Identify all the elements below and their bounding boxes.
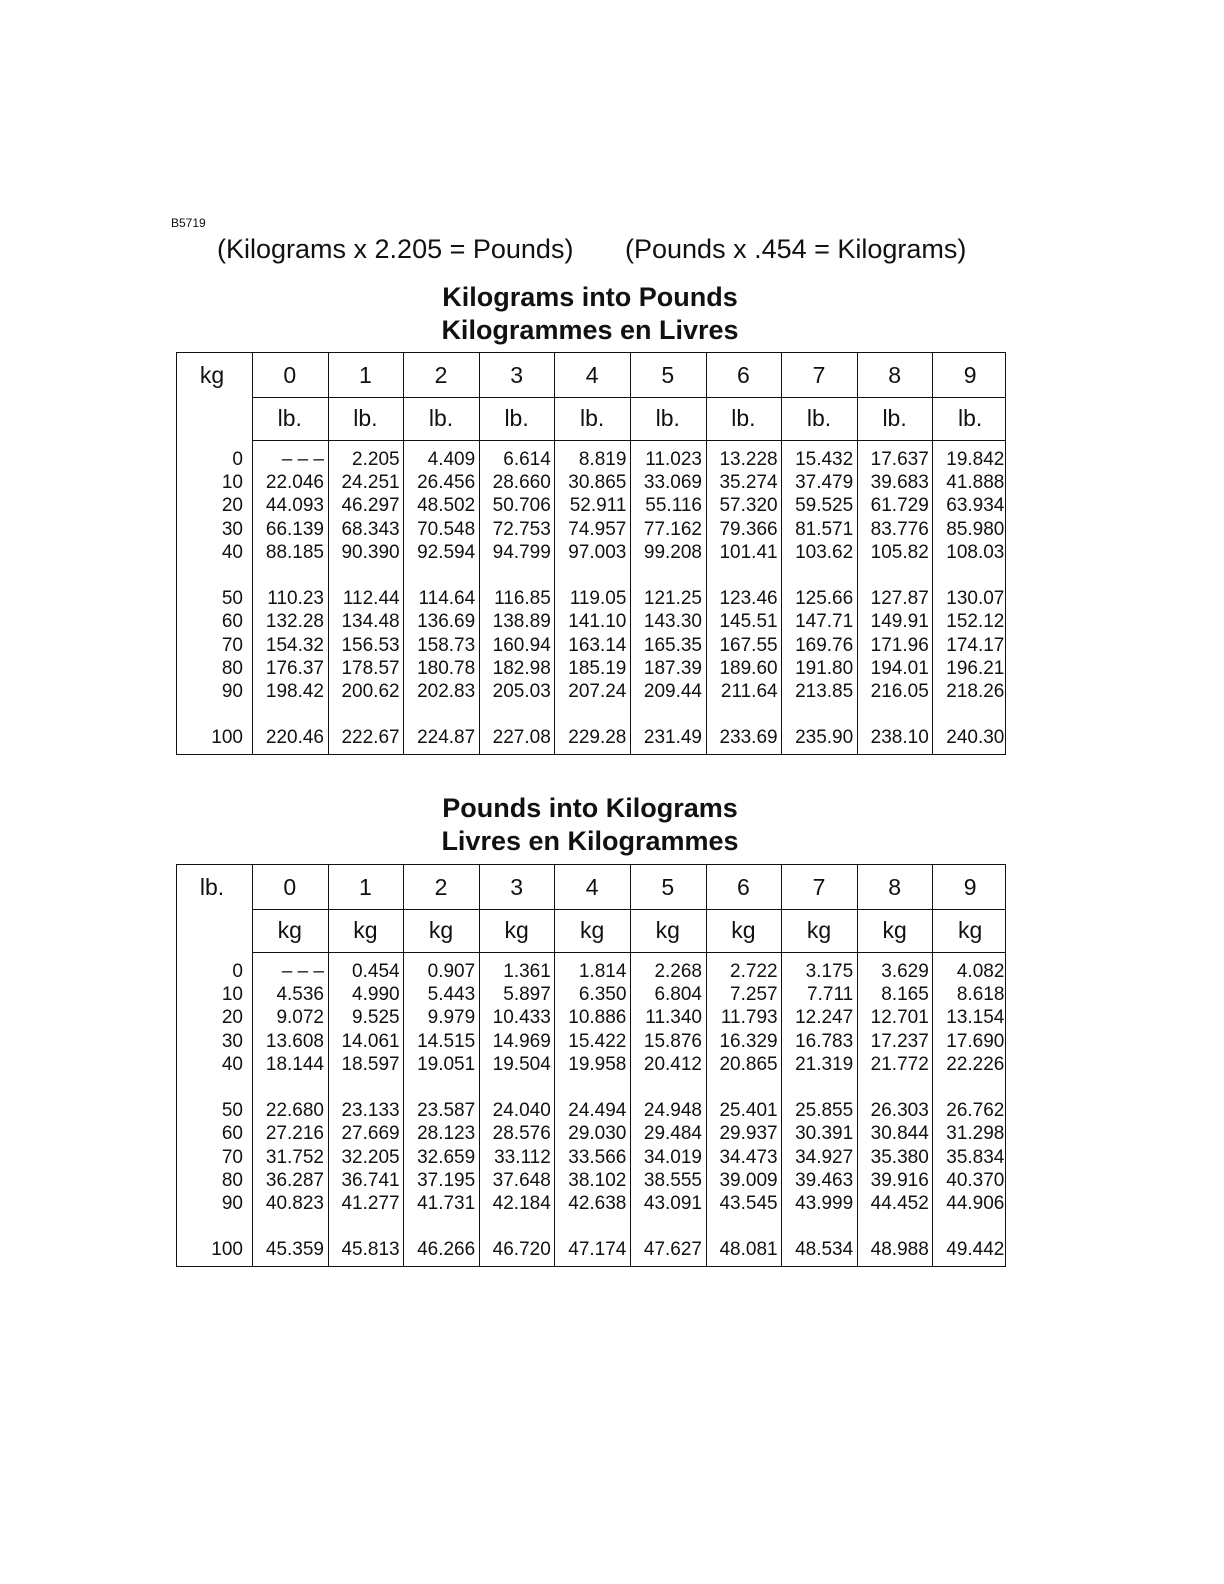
table-cell: 11.023 — [645, 449, 702, 470]
table-cell: 5.443 — [427, 984, 476, 1006]
table-cell: 72.753 — [492, 518, 551, 540]
table-cell: 77.162 — [643, 518, 702, 540]
table-cell: 114.64 — [418, 588, 476, 610]
table-cell: 34.019 — [643, 1146, 702, 1168]
kg-to-lb-title-fr: Kilogrammes en Livres — [441, 315, 739, 345]
table-cell: 94.799 — [492, 541, 551, 563]
table-cell: 70.548 — [417, 518, 476, 540]
table-cell: 43.091 — [643, 1193, 702, 1214]
row-label: 0 — [232, 961, 243, 982]
table-cell: 25.855 — [795, 1100, 854, 1122]
table-cell: 24.040 — [492, 1100, 551, 1122]
table-cell: 79.366 — [719, 518, 778, 540]
table-cell: 48.988 — [870, 1239, 929, 1261]
table-cell: 101.41 — [719, 541, 778, 563]
table-cell: 25.401 — [719, 1100, 778, 1122]
column-unit: kg — [580, 917, 605, 943]
table-cell: 4.082 — [956, 961, 1005, 982]
table-cell: 182.98 — [492, 657, 551, 679]
lb-to-kg-title — [0, 792, 1180, 858]
formula-lb-to-kg: (Pounds x .454 = Kilograms) — [625, 234, 967, 264]
column-digit: 3 — [510, 874, 523, 900]
table-cell: 74.957 — [568, 518, 627, 540]
table-cell: 134.48 — [341, 611, 400, 633]
lb-to-kg-table — [176, 864, 1006, 1267]
table-cell: 4.536 — [276, 984, 324, 1006]
table-cell: 46.720 — [492, 1239, 551, 1261]
column-unit: lb. — [353, 405, 378, 431]
column-digit: 0 — [283, 362, 297, 388]
column-digit: 2 — [434, 874, 448, 900]
column-unit: lb. — [655, 405, 680, 431]
table-cell: 61.729 — [870, 495, 929, 517]
table-cell: 22.046 — [265, 472, 324, 494]
table-cell: 45.813 — [341, 1239, 400, 1261]
column-unit: kg — [504, 917, 529, 943]
table-cell: 22.226 — [946, 1053, 1005, 1075]
table-cell: 19.504 — [492, 1053, 551, 1075]
table-cell: 27.669 — [341, 1123, 400, 1145]
column-unit: kg — [655, 917, 680, 943]
table-cell: 43.999 — [795, 1193, 854, 1214]
table-cell: 211.64 — [720, 681, 778, 702]
table-cell: 38.555 — [643, 1169, 702, 1191]
kg-to-lb-title — [0, 281, 1180, 347]
table-cell: 8.618 — [956, 984, 1005, 1006]
table-cell: 222.67 — [341, 727, 400, 749]
table-cell: 52.911 — [569, 495, 627, 517]
table-cell: 235.90 — [795, 727, 854, 749]
table-cell: 37.195 — [417, 1169, 476, 1191]
table-cell: 41.277 — [341, 1193, 400, 1214]
column-digit: 1 — [358, 874, 372, 900]
table-cell: 40.370 — [946, 1169, 1005, 1191]
table-cell: 233.69 — [719, 727, 778, 749]
table-cell: 83.776 — [870, 518, 929, 540]
table-cell: 158.73 — [417, 634, 476, 656]
table-cell: 41.731 — [417, 1193, 476, 1214]
table-cell: 66.139 — [265, 518, 324, 540]
table-cell: 19.958 — [568, 1053, 627, 1075]
column-unit: lb. — [731, 405, 756, 431]
row-label: 60 — [221, 1123, 243, 1145]
table-cell: 44.906 — [946, 1193, 1005, 1214]
table-cell: 68.343 — [341, 518, 400, 540]
kg-to-lb-title-en: Kilograms into Pounds — [442, 282, 738, 312]
table-cell: 47.174 — [568, 1239, 627, 1261]
table-cell: 81.571 — [795, 518, 854, 540]
table-cell: 42.184 — [492, 1193, 551, 1214]
table-cell: 39.683 — [870, 472, 929, 494]
table-cell: 32.205 — [341, 1146, 400, 1168]
column-digit: 4 — [585, 362, 599, 388]
table-cell: 189.60 — [719, 657, 778, 679]
row-label: 60 — [221, 611, 243, 633]
table-cell: 180.78 — [417, 657, 476, 679]
table-cell: 0.454 — [352, 961, 400, 982]
row-label: 90 — [221, 681, 243, 702]
table-cell: 20.865 — [719, 1053, 778, 1075]
table-cell: 10.886 — [568, 1007, 627, 1029]
column-unit: kg — [277, 917, 302, 943]
table-cell: 44.093 — [265, 495, 324, 517]
table-cell: 9.525 — [352, 1007, 400, 1029]
unit-divider — [252, 952, 1005, 953]
column-digit: 8 — [888, 362, 901, 388]
table-cell: 3.175 — [805, 961, 854, 982]
column-digit: 5 — [661, 362, 675, 388]
table-cell: 176.37 — [265, 657, 324, 679]
corner-label: kg — [199, 362, 225, 388]
table-cell: 163.14 — [568, 634, 627, 656]
table-cell: 30.391 — [795, 1123, 854, 1145]
row-label: 90 — [221, 1193, 243, 1214]
column-unit: kg — [958, 917, 983, 943]
table-cell: 8.819 — [578, 449, 627, 470]
table-cell: 229.28 — [568, 727, 627, 749]
unit-divider — [252, 440, 1005, 441]
table-cell: 97.003 — [568, 541, 627, 563]
row-label: 10 — [221, 472, 243, 494]
table-cell: 227.08 — [492, 727, 551, 749]
table-cell: 46.266 — [417, 1239, 476, 1261]
table-cell: 31.298 — [946, 1123, 1005, 1145]
table-cell: 13.608 — [265, 1030, 324, 1052]
table-cell: 136.69 — [417, 611, 476, 633]
table-cell: 3.629 — [881, 961, 929, 982]
table-cell: 13.228 — [719, 449, 778, 470]
row-label: 80 — [221, 1169, 243, 1191]
table-cell: 47.627 — [643, 1239, 702, 1261]
table-cell: 17.690 — [946, 1030, 1005, 1052]
table-cell: 18.597 — [341, 1053, 400, 1075]
row-label: 10 — [221, 984, 243, 1006]
table-cell: 231.49 — [643, 727, 702, 749]
table-cell: 130.07 — [946, 588, 1005, 610]
document-code: B5719 — [171, 216, 206, 230]
table-cell: 41.888 — [946, 472, 1005, 494]
column-digit: 0 — [283, 874, 297, 900]
table-cell: 10.433 — [492, 1007, 551, 1029]
table-cell: 2.205 — [352, 449, 400, 470]
column-digit: 7 — [812, 874, 826, 900]
table-cell: 121.25 — [643, 588, 702, 610]
table-cell: 185.19 — [568, 657, 627, 679]
table-cell: 171.96 — [870, 634, 929, 656]
table-cell: 169.76 — [795, 634, 854, 656]
table-cell: 5.897 — [503, 984, 551, 1006]
table-cell: 14.061 — [341, 1030, 400, 1052]
row-label: 70 — [221, 634, 243, 656]
table-cell: 138.89 — [492, 611, 551, 633]
table-cell: 209.44 — [643, 681, 702, 702]
table-cell: 15.432 — [795, 449, 854, 470]
table-cell: 198.42 — [265, 681, 324, 702]
table-cell: 103.62 — [795, 541, 854, 563]
table-cell: 108.03 — [946, 541, 1005, 563]
table-cell: 36.287 — [265, 1169, 324, 1191]
column-digit: 8 — [888, 874, 901, 900]
table-cell: 105.82 — [870, 541, 929, 563]
table-cell: 29.484 — [643, 1123, 702, 1145]
table-cell: 16.783 — [795, 1030, 854, 1052]
table-cell: 1.814 — [578, 961, 627, 982]
table-cell: 12.247 — [795, 1007, 854, 1029]
table-cell: 12.701 — [870, 1007, 929, 1029]
table-cell: 23.133 — [341, 1100, 400, 1122]
table-cell: 110.23 — [267, 588, 324, 610]
table-cell: 38.102 — [568, 1169, 627, 1191]
column-digit: 6 — [736, 874, 750, 900]
table-cell: 35.274 — [719, 472, 778, 494]
table-cell: 33.112 — [494, 1146, 551, 1168]
column-digit: 6 — [736, 362, 750, 388]
table-cell: 4.990 — [352, 984, 400, 1006]
table-cell: 59.525 — [795, 495, 854, 517]
table-cell: 207.24 — [568, 681, 627, 702]
table-cell: 48.502 — [417, 495, 476, 517]
table-cell: 26.303 — [870, 1100, 929, 1122]
row-label: 80 — [221, 657, 243, 679]
column-digit: 7 — [812, 362, 826, 388]
column-unit: kg — [353, 917, 378, 943]
column-unit: lb. — [806, 405, 832, 431]
table-cell: 13.154 — [946, 1007, 1005, 1029]
table-cell: 16.329 — [719, 1030, 778, 1052]
table-cell: 36.741 — [341, 1169, 400, 1191]
table-cell: 30.865 — [568, 472, 627, 494]
table-cell: 216.05 — [870, 681, 929, 702]
column-unit: lb. — [504, 405, 529, 431]
table-cell: 46.297 — [341, 495, 400, 517]
table-cell: 40.823 — [265, 1193, 324, 1214]
lb-to-kg-title-en: Pounds into Kilograms — [442, 793, 738, 823]
table-cell: 152.12 — [946, 611, 1005, 633]
table-cell: 42.638 — [568, 1193, 627, 1214]
column-unit: kg — [806, 917, 832, 943]
table-cell: 92.594 — [417, 541, 476, 563]
table-cell: 143.30 — [643, 611, 702, 633]
column-unit: lb. — [580, 405, 605, 431]
table-cell: 48.081 — [719, 1239, 778, 1261]
table-cell: 15.876 — [643, 1030, 702, 1052]
row-label: 20 — [221, 1007, 243, 1029]
table-cell: 50.706 — [492, 495, 551, 517]
table-cell: 9.979 — [427, 1007, 476, 1029]
table-cell: 28.660 — [492, 472, 551, 494]
column-unit: kg — [882, 917, 907, 943]
table-cell: 24.948 — [643, 1100, 702, 1122]
table-cell: 37.648 — [492, 1169, 551, 1191]
table-cell: 8.165 — [881, 984, 929, 1006]
table-cell: 99.208 — [643, 541, 702, 563]
table-cell: 7.257 — [730, 984, 778, 1006]
table-cell: 57.320 — [719, 495, 778, 517]
table-cell: 2.268 — [654, 961, 702, 982]
table-cell: 21.772 — [870, 1053, 929, 1075]
table-cell: 165.35 — [643, 634, 702, 656]
table-cell: 85.980 — [946, 518, 1005, 540]
table-cell: 14.515 — [417, 1030, 476, 1052]
table-cell: – – – — [281, 449, 324, 470]
row-label: 50 — [221, 1100, 243, 1122]
table-cell: 19.842 — [946, 449, 1005, 470]
column-unit: lb. — [428, 405, 454, 431]
table-cell: 224.87 — [417, 727, 476, 749]
table-cell: 6.804 — [654, 984, 702, 1006]
row-label: 100 — [211, 1239, 243, 1261]
table-cell: 167.55 — [719, 634, 778, 656]
table-cell: 49.442 — [946, 1239, 1005, 1261]
table-cell: 55.116 — [645, 495, 702, 517]
column-digit: 5 — [661, 874, 675, 900]
row-label: 40 — [221, 1053, 243, 1075]
table-cell: 63.934 — [946, 495, 1005, 517]
table-cell: 29.937 — [719, 1123, 778, 1145]
table-cell: 174.17 — [946, 634, 1005, 656]
table-cell: – – – — [281, 961, 324, 982]
table-cell: 48.534 — [795, 1239, 854, 1261]
table-cell: 191.80 — [795, 657, 854, 679]
table-cell: 39.916 — [870, 1169, 929, 1191]
lb-to-kg-title-fr: Livres en Kilogrammes — [441, 826, 739, 856]
column-unit: kg — [428, 917, 454, 943]
row-label: 40 — [221, 541, 243, 563]
table-cell: 0.907 — [427, 961, 476, 982]
table-cell: 26.456 — [417, 472, 476, 494]
table-cell: 9.072 — [276, 1007, 324, 1029]
table-cell: 112.44 — [342, 588, 400, 610]
table-cell: 24.251 — [341, 472, 400, 494]
table-cell: 6.350 — [578, 984, 627, 1006]
row-label: 30 — [221, 518, 243, 540]
table-cell: 29.030 — [568, 1123, 627, 1145]
table-cell: 147.71 — [795, 611, 854, 633]
table-cell: 22.680 — [265, 1100, 324, 1122]
table-cell: 45.359 — [265, 1239, 324, 1261]
table-cell: 11.340 — [645, 1007, 702, 1029]
row-label: 20 — [221, 495, 243, 517]
column-digit: 9 — [963, 362, 977, 388]
column-unit: kg — [731, 917, 756, 943]
table-cell: 141.10 — [568, 611, 627, 633]
table-cell: 187.39 — [643, 657, 702, 679]
table-cell: 39.463 — [795, 1169, 854, 1191]
table-cell: 32.659 — [417, 1146, 476, 1168]
table-cell: 202.83 — [417, 681, 476, 702]
table-cell: 1.361 — [503, 961, 551, 982]
table-cell: 26.762 — [946, 1100, 1005, 1122]
table-cell: 119.05 — [569, 588, 627, 610]
table-cell: 17.637 — [870, 449, 929, 470]
table-cell: 6.614 — [503, 449, 551, 470]
corner-label: lb. — [199, 874, 225, 900]
column-digit: 4 — [585, 874, 599, 900]
table-cell: 31.752 — [265, 1146, 324, 1168]
table-cell: 213.85 — [795, 681, 854, 702]
table-cell: 14.969 — [492, 1030, 551, 1052]
table-cell: 220.46 — [265, 727, 324, 749]
table-cell: 160.94 — [492, 634, 551, 656]
table-cell: 17.237 — [870, 1030, 929, 1052]
table-cell: 156.53 — [341, 634, 400, 656]
table-cell: 27.216 — [265, 1123, 324, 1145]
row-label: 100 — [211, 727, 243, 749]
table-cell: 200.62 — [341, 681, 400, 702]
table-cell: 145.51 — [719, 611, 778, 633]
table-cell: 15.422 — [568, 1030, 627, 1052]
table-cell: 19.051 — [417, 1053, 476, 1075]
table-cell: 44.452 — [870, 1193, 929, 1214]
table-cell: 33.566 — [568, 1146, 627, 1168]
row-label: 0 — [232, 449, 243, 470]
row-label: 50 — [221, 588, 243, 610]
table-cell: 218.26 — [946, 681, 1005, 702]
table-cell: 88.185 — [265, 541, 324, 563]
formula-kg-to-lb: (Kilograms x 2.205 = Pounds) — [217, 234, 574, 264]
table-cell: 34.473 — [719, 1146, 778, 1168]
table-cell: 127.87 — [870, 588, 929, 610]
table-cell: 18.144 — [265, 1053, 324, 1075]
table-cell: 35.380 — [870, 1146, 929, 1168]
table-cell: 116.85 — [494, 588, 551, 610]
kg-to-lb-table — [176, 352, 1006, 755]
table-cell: 34.927 — [795, 1146, 854, 1168]
column-unit: lb. — [277, 405, 302, 431]
table-cell: 132.28 — [265, 611, 324, 633]
table-cell: 43.545 — [719, 1193, 778, 1214]
table-cell: 125.66 — [795, 588, 854, 610]
table-cell: 21.319 — [795, 1053, 854, 1075]
table-cell: 154.32 — [265, 634, 324, 656]
table-cell: 35.834 — [946, 1146, 1005, 1168]
table-cell: 178.57 — [341, 657, 400, 679]
table-cell: 90.390 — [341, 541, 400, 563]
column-digit: 1 — [358, 362, 372, 388]
table-cell: 205.03 — [492, 681, 551, 702]
table-cell: 4.409 — [427, 449, 476, 470]
table-cell: 23.587 — [417, 1100, 476, 1122]
column-unit: lb. — [958, 405, 983, 431]
table-cell: 37.479 — [795, 472, 854, 494]
table-cell: 194.01 — [870, 657, 929, 679]
table-cell: 33.069 — [643, 472, 702, 494]
column-digit: 2 — [434, 362, 448, 388]
table-cell: 196.21 — [946, 657, 1005, 679]
column-unit: lb. — [882, 405, 907, 431]
table-cell: 238.10 — [870, 727, 929, 749]
table-cell: 39.009 — [719, 1169, 778, 1191]
table-cell: 123.46 — [719, 588, 778, 610]
table-cell: 11.793 — [720, 1007, 778, 1029]
table-cell: 28.123 — [417, 1123, 476, 1145]
table-cell: 20.412 — [643, 1053, 702, 1075]
table-cell: 7.711 — [807, 984, 854, 1006]
table-cell: 28.576 — [492, 1123, 551, 1145]
column-digit: 9 — [963, 874, 977, 900]
column-digit: 3 — [510, 362, 523, 388]
table-cell: 2.722 — [730, 961, 778, 982]
table-cell: 24.494 — [568, 1100, 627, 1122]
table-cell: 30.844 — [870, 1123, 929, 1145]
table-cell: 149.91 — [870, 611, 929, 633]
row-label: 70 — [221, 1146, 243, 1168]
table-cell: 240.30 — [946, 727, 1005, 749]
row-label: 30 — [221, 1030, 243, 1052]
